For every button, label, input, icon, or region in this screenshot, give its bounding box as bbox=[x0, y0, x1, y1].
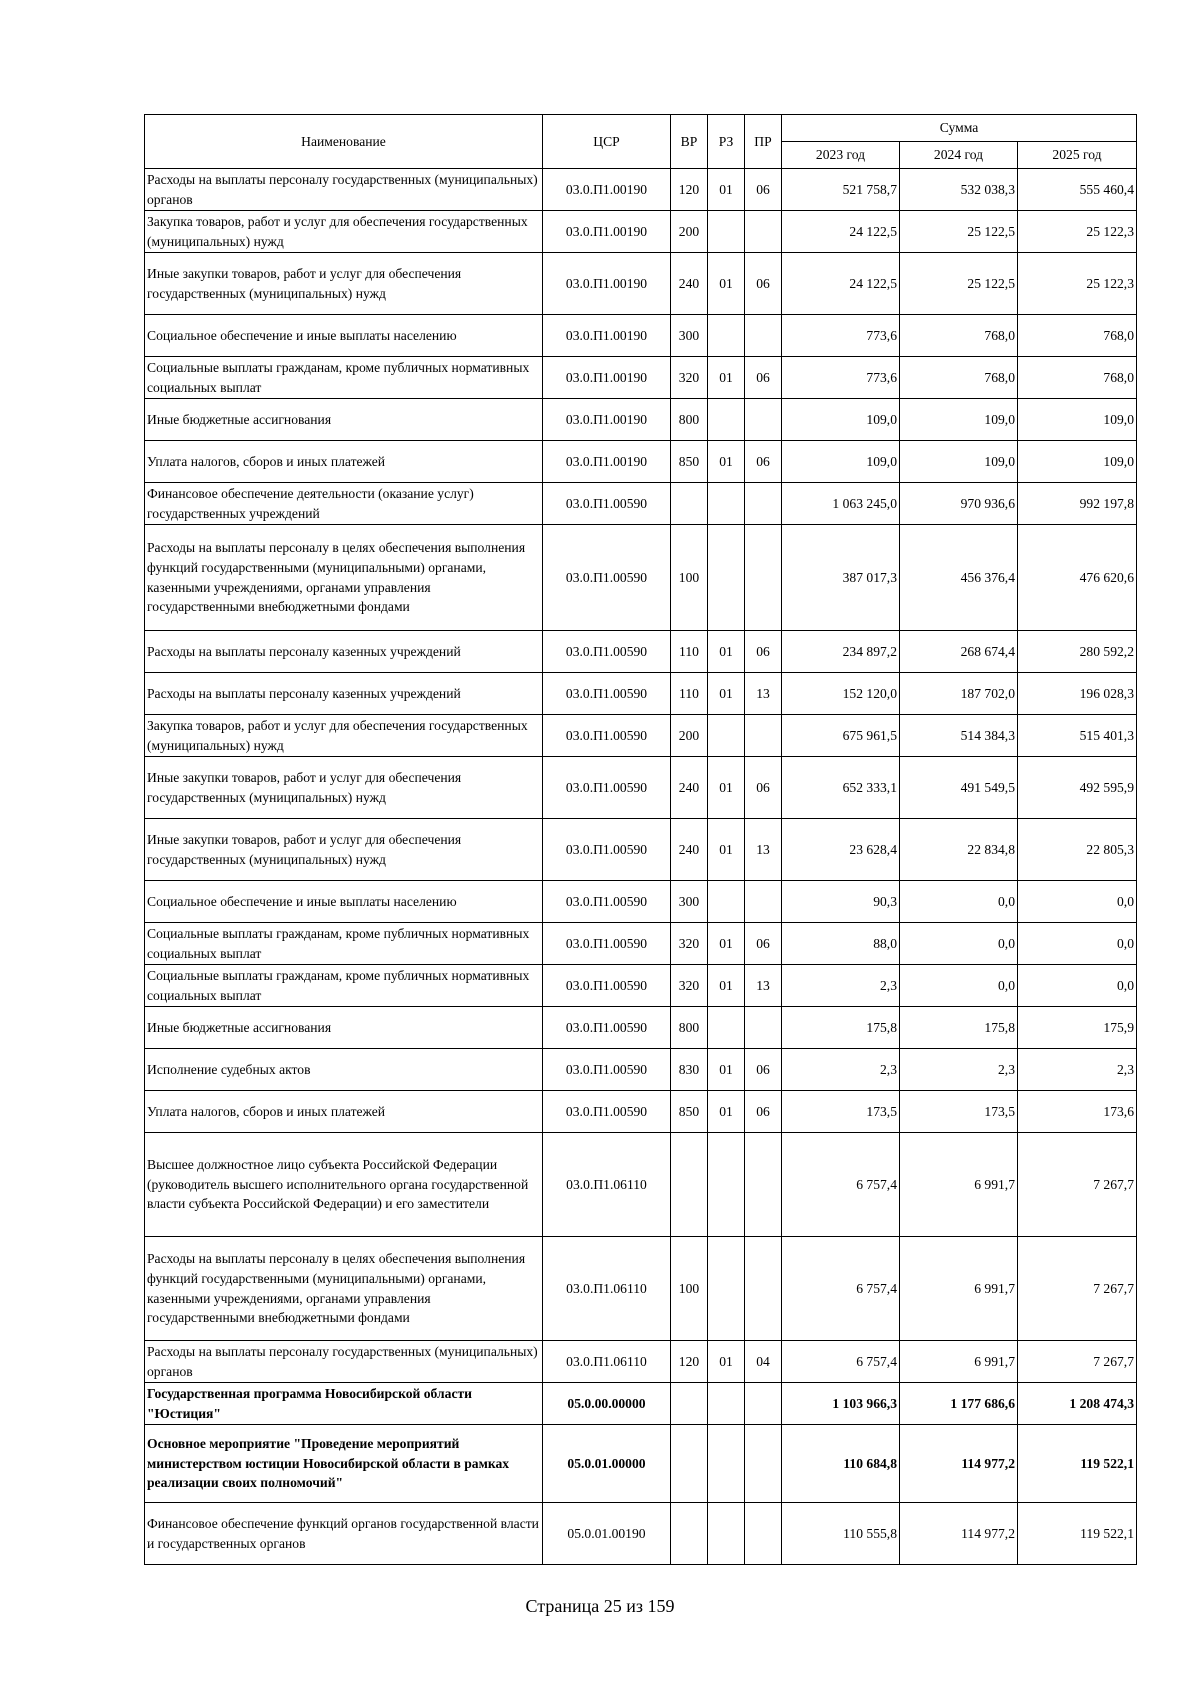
row-pr bbox=[745, 483, 782, 525]
row-name: Иные закупки товаров, работ и услуг для обеспечения государственных (муниципальных) нужд bbox=[145, 757, 543, 819]
row-pr: 13 bbox=[745, 819, 782, 881]
row-rz bbox=[708, 715, 745, 757]
row-csr: 03.0.П1.00190 bbox=[543, 399, 671, 441]
row-sum-2023: 521 758,7 bbox=[782, 169, 900, 211]
row-csr: 03.0.П1.00590 bbox=[543, 631, 671, 673]
row-rz: 01 bbox=[708, 1341, 745, 1383]
row-sum-2025: 1 208 474,3 bbox=[1018, 1383, 1137, 1425]
row-vr: 240 bbox=[671, 253, 708, 315]
row-sum-2023: 234 897,2 bbox=[782, 631, 900, 673]
row-sum-2023: 152 120,0 bbox=[782, 673, 900, 715]
row-sum-2024: 970 936,6 bbox=[900, 483, 1018, 525]
row-rz bbox=[708, 1007, 745, 1049]
row-name: Уплата налогов, сборов и иных платежей bbox=[145, 441, 543, 483]
row-name: Социальные выплаты гражданам, кроме публичных нормативных социальных выплат bbox=[145, 965, 543, 1007]
row-sum-2023: 109,0 bbox=[782, 441, 900, 483]
row-sum-2024: 25 122,5 bbox=[900, 253, 1018, 315]
row-sum-2024: 768,0 bbox=[900, 357, 1018, 399]
header-2023: 2023 год bbox=[782, 142, 900, 169]
row-pr: 13 bbox=[745, 673, 782, 715]
row-sum-2023: 175,8 bbox=[782, 1007, 900, 1049]
row-sum-2023: 88,0 bbox=[782, 923, 900, 965]
header-2025: 2025 год bbox=[1018, 142, 1137, 169]
row-name: Расходы на выплаты персоналу казенных учреждений bbox=[145, 673, 543, 715]
row-rz bbox=[708, 1425, 745, 1503]
row-pr: 06 bbox=[745, 757, 782, 819]
row-sum-2025: 7 267,7 bbox=[1018, 1341, 1137, 1383]
row-sum-2024: 187 702,0 bbox=[900, 673, 1018, 715]
row-pr bbox=[745, 525, 782, 631]
row-rz: 01 bbox=[708, 441, 745, 483]
row-sum-2023: 1 063 245,0 bbox=[782, 483, 900, 525]
row-csr: 03.0.П1.00190 bbox=[543, 357, 671, 399]
row-name: Иные закупки товаров, работ и услуг для обеспечения государственных (муниципальных) нужд bbox=[145, 819, 543, 881]
row-sum-2025: 515 401,3 bbox=[1018, 715, 1137, 757]
row-name: Расходы на выплаты персоналу государственных (муниципальных) органов bbox=[145, 1341, 543, 1383]
row-sum-2023: 110 555,8 bbox=[782, 1503, 900, 1565]
table-row bbox=[145, 757, 1137, 819]
row-sum-2024: 109,0 bbox=[900, 441, 1018, 483]
row-sum-2024: 173,5 bbox=[900, 1091, 1018, 1133]
row-csr: 03.0.П1.00590 bbox=[543, 1091, 671, 1133]
row-pr: 06 bbox=[745, 253, 782, 315]
row-rz: 01 bbox=[708, 631, 745, 673]
row-vr: 100 bbox=[671, 1237, 708, 1341]
row-name: Социальное обеспечение и иные выплаты населению bbox=[145, 315, 543, 357]
table-row bbox=[145, 819, 1137, 881]
row-rz bbox=[708, 483, 745, 525]
row-sum-2023: 173,5 bbox=[782, 1091, 900, 1133]
row-csr: 03.0.П1.00590 bbox=[543, 881, 671, 923]
row-pr: 06 bbox=[745, 357, 782, 399]
row-rz: 01 bbox=[708, 819, 745, 881]
row-sum-2024: 768,0 bbox=[900, 315, 1018, 357]
row-rz bbox=[708, 1133, 745, 1237]
row-rz: 01 bbox=[708, 673, 745, 715]
row-sum-2025: 555 460,4 bbox=[1018, 169, 1137, 211]
row-pr bbox=[745, 399, 782, 441]
row-rz bbox=[708, 881, 745, 923]
table-row bbox=[145, 525, 1137, 631]
row-sum-2023: 24 122,5 bbox=[782, 211, 900, 253]
row-sum-2025: 992 197,8 bbox=[1018, 483, 1137, 525]
table-row bbox=[145, 1237, 1137, 1341]
row-sum-2025: 7 267,7 bbox=[1018, 1133, 1137, 1237]
row-name: Основное мероприятие "Проведение мероприятий министерством юстиции Новосибирской области в рамках реализации своих полномочий" bbox=[145, 1425, 543, 1503]
row-sum-2023: 6 757,4 bbox=[782, 1237, 900, 1341]
row-sum-2023: 23 628,4 bbox=[782, 819, 900, 881]
row-csr: 03.0.П1.00590 bbox=[543, 819, 671, 881]
table-row bbox=[145, 1341, 1137, 1383]
row-sum-2024: 0,0 bbox=[900, 923, 1018, 965]
row-vr: 300 bbox=[671, 315, 708, 357]
row-pr: 06 bbox=[745, 1049, 782, 1091]
row-sum-2023: 675 961,5 bbox=[782, 715, 900, 757]
table-row bbox=[145, 1049, 1137, 1091]
row-csr: 03.0.П1.00590 bbox=[543, 923, 671, 965]
row-name: Расходы на выплаты персоналу казенных учреждений bbox=[145, 631, 543, 673]
row-sum-2023: 6 757,4 bbox=[782, 1341, 900, 1383]
row-rz: 01 bbox=[708, 169, 745, 211]
row-name: Финансовое обеспечение функций органов государственной власти и государственных органов bbox=[145, 1503, 543, 1565]
row-pr bbox=[745, 211, 782, 253]
row-vr: 320 bbox=[671, 357, 708, 399]
header-vr: ВР bbox=[671, 115, 708, 169]
row-sum-2024: 6 991,7 bbox=[900, 1237, 1018, 1341]
row-pr: 04 bbox=[745, 1341, 782, 1383]
row-sum-2025: 109,0 bbox=[1018, 399, 1137, 441]
row-rz bbox=[708, 1383, 745, 1425]
row-csr: 03.0.П1.00190 bbox=[543, 211, 671, 253]
row-sum-2025: 0,0 bbox=[1018, 881, 1137, 923]
row-name: Уплата налогов, сборов и иных платежей bbox=[145, 1091, 543, 1133]
row-vr bbox=[671, 1133, 708, 1237]
header-rz: РЗ bbox=[708, 115, 745, 169]
row-csr: 03.0.П1.00590 bbox=[543, 965, 671, 1007]
row-csr: 05.0.01.00190 bbox=[543, 1503, 671, 1565]
row-sum-2024: 114 977,2 bbox=[900, 1425, 1018, 1503]
row-sum-2025: 196 028,3 bbox=[1018, 673, 1137, 715]
table-row bbox=[145, 1133, 1137, 1237]
row-name: Государственная программа Новосибирской области "Юстиция" bbox=[145, 1383, 543, 1425]
row-sum-2025: 25 122,3 bbox=[1018, 253, 1137, 315]
table-row bbox=[145, 211, 1137, 253]
row-pr: 06 bbox=[745, 1091, 782, 1133]
row-vr: 320 bbox=[671, 965, 708, 1007]
row-csr: 03.0.П1.00590 bbox=[543, 1007, 671, 1049]
table-row bbox=[145, 357, 1137, 399]
row-name: Исполнение судебных актов bbox=[145, 1049, 543, 1091]
row-csr: 03.0.П1.00590 bbox=[543, 483, 671, 525]
row-name: Расходы на выплаты персоналу в целях обеспечения выполнения функций государственными (муниципальными) органами, казенными учреждениями, органами управления государственными внебюджетными фондами bbox=[145, 525, 543, 631]
row-vr: 240 bbox=[671, 819, 708, 881]
row-vr: 800 bbox=[671, 1007, 708, 1049]
row-csr: 03.0.П1.00590 bbox=[543, 757, 671, 819]
row-vr: 200 bbox=[671, 715, 708, 757]
row-rz bbox=[708, 399, 745, 441]
row-name: Закупка товаров, работ и услуг для обеспечения государственных (муниципальных) нужд bbox=[145, 211, 543, 253]
row-sum-2023: 2,3 bbox=[782, 965, 900, 1007]
table-row bbox=[145, 965, 1137, 1007]
row-csr: 05.0.00.00000 bbox=[543, 1383, 671, 1425]
row-sum-2025: 476 620,6 bbox=[1018, 525, 1137, 631]
row-vr: 100 bbox=[671, 525, 708, 631]
row-sum-2023: 773,6 bbox=[782, 357, 900, 399]
row-sum-2025: 0,0 bbox=[1018, 923, 1137, 965]
header-csr: ЦСР bbox=[543, 115, 671, 169]
row-sum-2023: 24 122,5 bbox=[782, 253, 900, 315]
row-sum-2025: 768,0 bbox=[1018, 357, 1137, 399]
row-name: Высшее должностное лицо субъекта Российской Федерации (руководитель высшего исполнительного органа государственной власти субъекта Российской Федерации) и его заместители bbox=[145, 1133, 543, 1237]
row-sum-2025: 109,0 bbox=[1018, 441, 1137, 483]
page-number: Страница 25 из 159 bbox=[525, 1596, 675, 1616]
row-csr: 03.0.П1.00190 bbox=[543, 441, 671, 483]
row-sum-2025: 768,0 bbox=[1018, 315, 1137, 357]
row-sum-2025: 25 122,3 bbox=[1018, 211, 1137, 253]
table-row bbox=[145, 1007, 1137, 1049]
header-row bbox=[145, 115, 1137, 142]
row-sum-2024: 0,0 bbox=[900, 881, 1018, 923]
row-sum-2025: 2,3 bbox=[1018, 1049, 1137, 1091]
row-pr: 06 bbox=[745, 923, 782, 965]
row-pr: 13 bbox=[745, 965, 782, 1007]
row-csr: 03.0.П1.06110 bbox=[543, 1341, 671, 1383]
header-2024: 2024 год bbox=[900, 142, 1018, 169]
row-sum-2025: 173,6 bbox=[1018, 1091, 1137, 1133]
row-pr bbox=[745, 1383, 782, 1425]
row-sum-2023: 6 757,4 bbox=[782, 1133, 900, 1237]
row-vr: 850 bbox=[671, 441, 708, 483]
row-name: Финансовое обеспечение деятельности (оказание услуг) государственных учреждений bbox=[145, 483, 543, 525]
table-row bbox=[145, 441, 1137, 483]
row-csr: 03.0.П1.00190 bbox=[543, 169, 671, 211]
row-name: Расходы на выплаты персоналу в целях обеспечения выполнения функций государственными (муниципальными) органами, казенными учреждениями, органами управления государственными внебюджетными фондами bbox=[145, 1237, 543, 1341]
row-rz bbox=[708, 315, 745, 357]
row-vr: 240 bbox=[671, 757, 708, 819]
row-sum-2023: 109,0 bbox=[782, 399, 900, 441]
row-pr bbox=[745, 715, 782, 757]
row-vr bbox=[671, 1425, 708, 1503]
row-pr bbox=[745, 1007, 782, 1049]
row-pr bbox=[745, 1503, 782, 1565]
row-sum-2025: 175,9 bbox=[1018, 1007, 1137, 1049]
row-sum-2024: 6 991,7 bbox=[900, 1133, 1018, 1237]
row-pr: 06 bbox=[745, 441, 782, 483]
table-row bbox=[145, 923, 1137, 965]
row-csr: 03.0.П1.00190 bbox=[543, 253, 671, 315]
row-sum-2025: 280 592,2 bbox=[1018, 631, 1137, 673]
row-sum-2023: 90,3 bbox=[782, 881, 900, 923]
row-sum-2024: 2,3 bbox=[900, 1049, 1018, 1091]
row-name: Иные закупки товаров, работ и услуг для обеспечения государственных (муниципальных) нужд bbox=[145, 253, 543, 315]
table-row bbox=[145, 253, 1137, 315]
row-csr: 03.0.П1.00190 bbox=[543, 315, 671, 357]
row-sum-2024: 0,0 bbox=[900, 965, 1018, 1007]
row-sum-2024: 25 122,5 bbox=[900, 211, 1018, 253]
row-vr bbox=[671, 1503, 708, 1565]
row-sum-2023: 652 333,1 bbox=[782, 757, 900, 819]
row-sum-2025: 7 267,7 bbox=[1018, 1237, 1137, 1341]
row-sum-2023: 773,6 bbox=[782, 315, 900, 357]
row-csr: 03.0.П1.00590 bbox=[543, 525, 671, 631]
row-sum-2024: 268 674,4 bbox=[900, 631, 1018, 673]
row-rz: 01 bbox=[708, 1049, 745, 1091]
row-name: Социальные выплаты гражданам, кроме публичных нормативных социальных выплат bbox=[145, 923, 543, 965]
row-vr: 800 bbox=[671, 399, 708, 441]
row-rz bbox=[708, 211, 745, 253]
table-row bbox=[145, 1503, 1137, 1565]
row-vr: 850 bbox=[671, 1091, 708, 1133]
table-row bbox=[145, 483, 1137, 525]
table-row bbox=[145, 169, 1137, 211]
table-row bbox=[145, 1091, 1137, 1133]
row-vr: 830 bbox=[671, 1049, 708, 1091]
row-vr: 120 bbox=[671, 1341, 708, 1383]
row-csr: 03.0.П1.00590 bbox=[543, 673, 671, 715]
header-name: Наименование bbox=[145, 115, 543, 169]
row-rz: 01 bbox=[708, 757, 745, 819]
row-pr bbox=[745, 881, 782, 923]
row-name: Закупка товаров, работ и услуг для обеспечения государственных (муниципальных) нужд bbox=[145, 715, 543, 757]
row-rz: 01 bbox=[708, 1091, 745, 1133]
table-row bbox=[145, 1383, 1137, 1425]
row-sum-2025: 119 522,1 bbox=[1018, 1503, 1137, 1565]
row-rz bbox=[708, 1237, 745, 1341]
row-pr bbox=[745, 315, 782, 357]
row-sum-2024: 175,8 bbox=[900, 1007, 1018, 1049]
row-csr: 03.0.П1.00590 bbox=[543, 715, 671, 757]
table-row bbox=[145, 315, 1137, 357]
row-pr bbox=[745, 1237, 782, 1341]
row-name: Иные бюджетные ассигнования bbox=[145, 399, 543, 441]
row-sum-2024: 114 977,2 bbox=[900, 1503, 1018, 1565]
row-sum-2025: 22 805,3 bbox=[1018, 819, 1137, 881]
row-rz: 01 bbox=[708, 965, 745, 1007]
table-row bbox=[145, 631, 1137, 673]
row-rz bbox=[708, 1503, 745, 1565]
row-pr: 06 bbox=[745, 631, 782, 673]
row-vr: 320 bbox=[671, 923, 708, 965]
row-rz: 01 bbox=[708, 357, 745, 399]
row-vr: 200 bbox=[671, 211, 708, 253]
row-sum-2025: 492 595,9 bbox=[1018, 757, 1137, 819]
row-pr bbox=[745, 1425, 782, 1503]
row-csr: 03.0.П1.06110 bbox=[543, 1133, 671, 1237]
row-rz: 01 bbox=[708, 253, 745, 315]
table-row bbox=[145, 399, 1137, 441]
row-name: Иные бюджетные ассигнования bbox=[145, 1007, 543, 1049]
row-sum-2024: 514 384,3 bbox=[900, 715, 1018, 757]
row-vr: 110 bbox=[671, 631, 708, 673]
row-sum-2025: 0,0 bbox=[1018, 965, 1137, 1007]
header-pr: ПР bbox=[745, 115, 782, 169]
row-sum-2023: 110 684,8 bbox=[782, 1425, 900, 1503]
row-sum-2024: 491 549,5 bbox=[900, 757, 1018, 819]
row-name: Социальное обеспечение и иные выплаты населению bbox=[145, 881, 543, 923]
row-sum-2024: 1 177 686,6 bbox=[900, 1383, 1018, 1425]
budget-table bbox=[144, 114, 1137, 1565]
table-row bbox=[145, 1425, 1137, 1503]
table-row bbox=[145, 673, 1137, 715]
row-rz bbox=[708, 525, 745, 631]
row-sum-2024: 532 038,3 bbox=[900, 169, 1018, 211]
row-sum-2023: 1 103 966,3 bbox=[782, 1383, 900, 1425]
row-sum-2024: 109,0 bbox=[900, 399, 1018, 441]
row-rz: 01 bbox=[708, 923, 745, 965]
row-csr: 03.0.П1.06110 bbox=[543, 1237, 671, 1341]
row-sum-2024: 22 834,8 bbox=[900, 819, 1018, 881]
table-row bbox=[145, 881, 1137, 923]
row-sum-2024: 456 376,4 bbox=[900, 525, 1018, 631]
row-vr: 120 bbox=[671, 169, 708, 211]
row-sum-2025: 119 522,1 bbox=[1018, 1425, 1137, 1503]
row-vr: 300 bbox=[671, 881, 708, 923]
row-vr bbox=[671, 483, 708, 525]
header-sum: Сумма bbox=[782, 115, 1137, 142]
row-name: Социальные выплаты гражданам, кроме публичных нормативных социальных выплат bbox=[145, 357, 543, 399]
row-sum-2023: 387 017,3 bbox=[782, 525, 900, 631]
row-vr bbox=[671, 1383, 708, 1425]
row-pr bbox=[745, 1133, 782, 1237]
row-sum-2024: 6 991,7 bbox=[900, 1341, 1018, 1383]
row-vr: 110 bbox=[671, 673, 708, 715]
row-name: Расходы на выплаты персоналу государственных (муниципальных) органов bbox=[145, 169, 543, 211]
row-pr: 06 bbox=[745, 169, 782, 211]
row-sum-2023: 2,3 bbox=[782, 1049, 900, 1091]
table-row bbox=[145, 715, 1137, 757]
row-csr: 05.0.01.00000 bbox=[543, 1425, 671, 1503]
row-csr: 03.0.П1.00590 bbox=[543, 1049, 671, 1091]
